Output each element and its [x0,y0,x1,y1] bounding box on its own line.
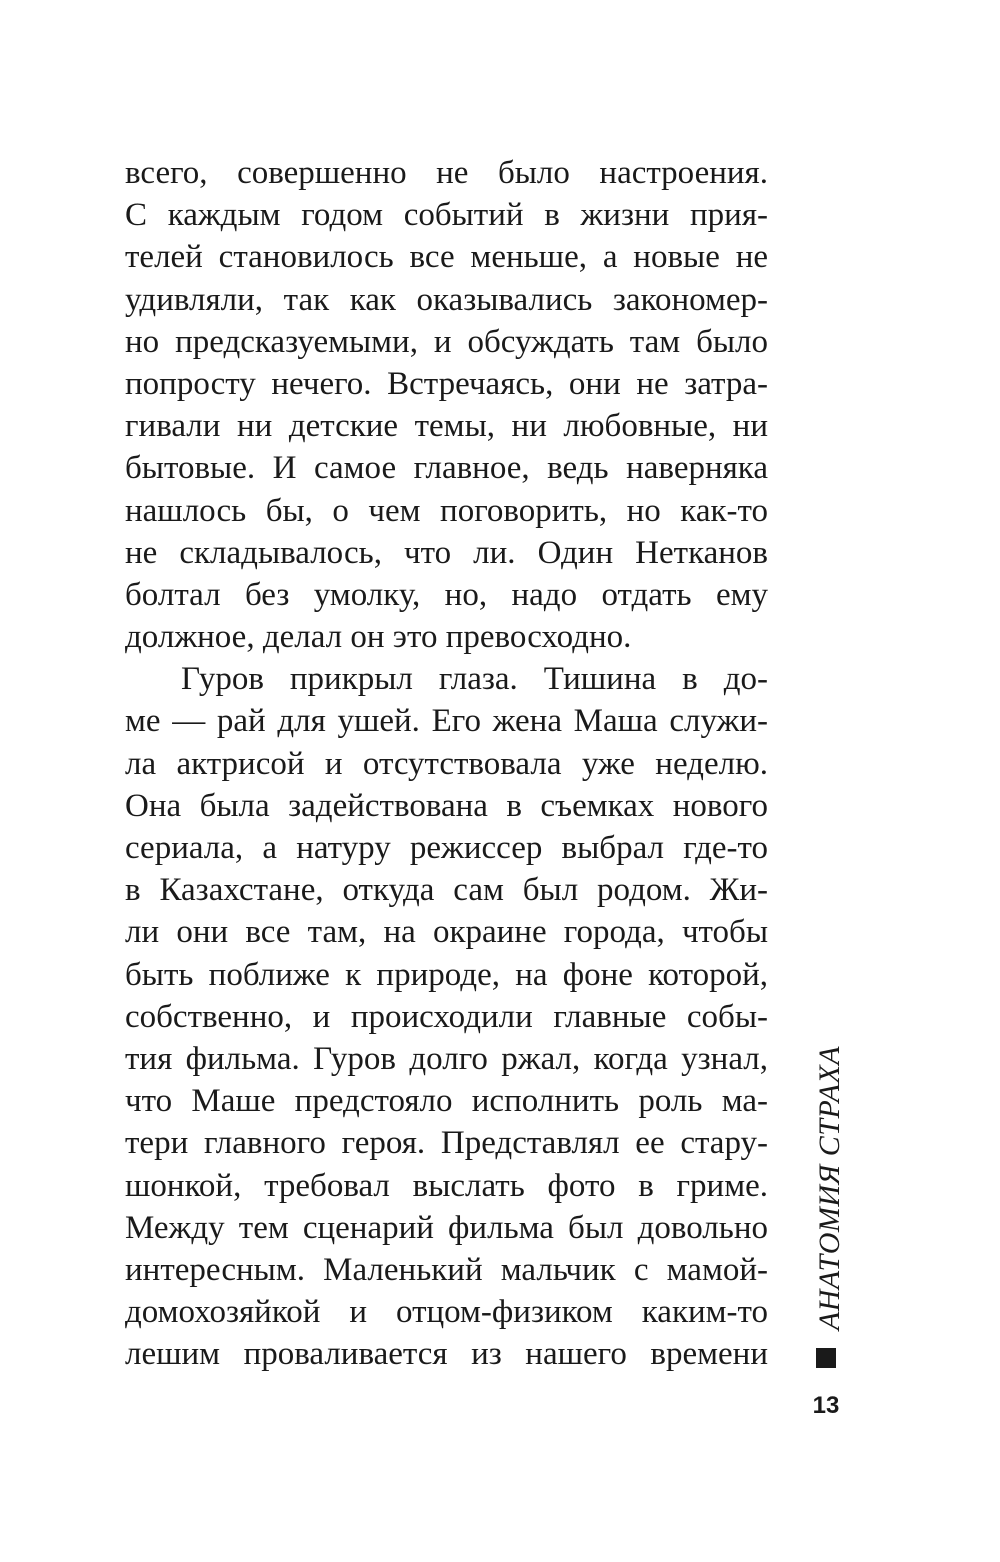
text-line: ме — рай для ушей. Его жена Маша служи- [125,703,768,740]
text-line: бытовые. И самое главное, ведь наверняка [125,450,768,487]
text-line: Гуров прикрыл глаза. Тишина в до- [181,661,768,698]
text-line: удивляли, так как оказывались закономер- [125,281,768,318]
text-line: быть поближе к природе, на фоне которой, [125,956,768,993]
body-text [125,152,768,1375]
text-line: сериала, а натуру режиссер выбрал где-то [125,830,768,866]
text-line: нашлось бы, о чем поговорить, но как-то [125,492,768,529]
text-line: Она была задействована в съемках нового [125,787,768,824]
square-marker-icon [816,1348,836,1368]
text-line: ли они все там, на окраине города, чтобы [125,914,768,951]
text-line: в Казахстане, откуда сам был родом. Жи- [125,872,768,909]
text-line: не складывалось, что ли. Один Нетканов [125,534,768,571]
text-line: телей становилось все меньше, а новые не [125,239,768,276]
text-line: болтал без умолку, но, надо отдать ему [125,576,768,613]
text-line: домохозяйкой и отцом-физиком каким-то [125,1294,768,1331]
running-title [800,1045,860,1330]
text-line: но предсказуемыми, и обсуждать там было [125,323,768,360]
text-line: Между тем сценарий фильма был довольно [125,1209,768,1246]
text-line: шонкой, требовал выслать фото в гриме. [125,1167,768,1204]
page-number: 13 [812,1392,840,1419]
text-line: что Маше предстояло исполнить роль ма- [125,1083,768,1120]
text-line: должное, делал он это превосходно. [125,619,632,656]
text-line: попросту нечего. Встречаясь, они не затра- [125,365,768,402]
text-line: гивали ни детские темы, ни любовные, ни [125,408,768,445]
text-line: тия фильма. Гуров долго ржал, когда узнал, [125,1040,768,1077]
text-line: интересным. Маленький мальчик с мамой- [125,1251,768,1288]
text-line: всего, совершенно не было настроения. [125,155,768,191]
running-title-text: АНАТОМИЯ СТРАХА [813,1045,846,1330]
text-line: собственно, и происходили главные собы- [125,998,768,1035]
text-line: С каждым годом событий в жизни прия- [125,197,768,234]
text-line: ла актрисой и отсутствовала уже неделю. [125,745,768,782]
text-line: тери главного героя. Представлял ее стару- [125,1125,768,1162]
text-line: лешим проваливается из нашего времени [125,1336,768,1373]
